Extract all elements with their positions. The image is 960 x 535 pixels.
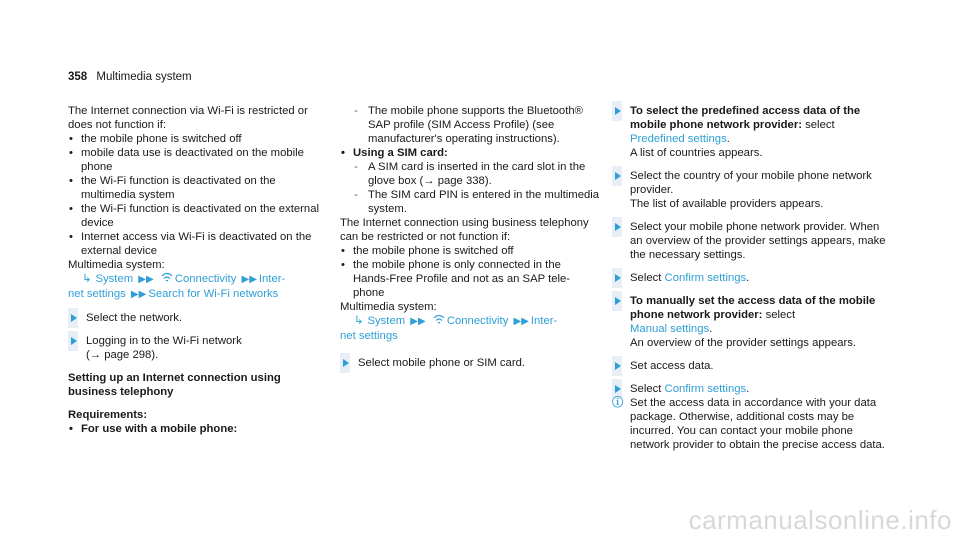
confirm-settings-link[interactable]: Confirm settings <box>664 383 747 395</box>
menu-path <box>340 314 602 343</box>
list-item: • the Wi‑Fi function is deactivated on the multimedia system <box>68 174 330 202</box>
path-search[interactable]: Search for Wi-Fi networks <box>148 288 279 300</box>
path-net-settings[interactable]: net settings <box>68 288 126 300</box>
list-item: • the mobile phone is switched off <box>340 244 602 258</box>
step <box>68 334 330 362</box>
section-title: Multimedia system <box>96 71 192 83</box>
list-item: • mobile data use is deactivated on the mobile phone <box>68 146 330 174</box>
step-text: Select mobile phone or SIM card. <box>358 357 526 369</box>
hook-arrow-icon: ↳ <box>82 273 92 285</box>
step-arrow-icon <box>612 101 622 121</box>
column-3 <box>612 104 887 452</box>
path-system[interactable]: System <box>95 273 134 285</box>
double-chevron-icon: ▶▶ <box>241 274 257 285</box>
wifi-icon <box>433 314 445 326</box>
path-connectivity[interactable]: Connectivity <box>446 315 509 327</box>
menu-path <box>68 272 330 302</box>
step-arrow-icon <box>612 217 622 237</box>
column-2 <box>340 104 602 370</box>
paragraph: The Internet connection using business telephony can be restricted or not function if: <box>340 217 589 243</box>
step: Set access data. <box>612 359 887 373</box>
step-arrow-icon <box>68 331 78 351</box>
multimedia-label: Multimedia system: <box>340 301 437 313</box>
list-item: • the mobile phone is switched off <box>68 132 330 146</box>
dash-item: - The SIM card PIN is entered in the multimedia system. <box>354 189 600 215</box>
path-inter[interactable]: Inter- <box>258 273 286 285</box>
predefined-settings-link[interactable]: Predefined settings <box>630 133 727 145</box>
list-item: • For use with a mobile phone: <box>68 422 330 436</box>
confirm-settings-link[interactable]: Confirm settings <box>664 272 747 284</box>
step-arrow-icon <box>612 166 622 186</box>
list-item: • Using a SIM card: <box>340 146 602 160</box>
double-chevron-icon: ▶▶ <box>513 316 529 327</box>
page-header <box>68 70 192 84</box>
intro-text: The Internet connection via Wi‑Fi is restricted or does not function if: <box>68 105 308 131</box>
info-icon: ⓘ <box>612 397 624 409</box>
manual-settings-link[interactable]: Manual settings <box>630 323 710 335</box>
path-inter[interactable]: Inter- <box>530 315 558 327</box>
page-ref[interactable]: (→ page 298). <box>86 349 159 361</box>
step-text: Logging in to the Wi‑Fi network <box>86 335 242 347</box>
double-chevron-icon: ▶▶ <box>138 274 154 285</box>
step: To manually set the access data of the mobile phone network provider: select Manual settings. An overview of the provider settings appears. <box>612 294 887 350</box>
dash-item: - The mobile phone supports the Bluetooth® SAP profile (SIM Access Profile) (see manufacturer's operating instructions). <box>354 105 583 145</box>
page-number: 358 <box>68 71 88 83</box>
dash-item: - A SIM card is inserted in the card slot in the glove box (→ page 338). <box>354 161 586 187</box>
step: Select the country of your mobile phone network provider. The list of available providers appears. <box>612 169 887 211</box>
wifi-icon <box>161 272 173 284</box>
step: To select the predefined access data of the mobile phone network provider: select Predefined settings. A list of countries appears. <box>612 104 887 160</box>
step-arrow-icon <box>340 353 350 373</box>
step <box>340 356 602 370</box>
list-item: • the mobile phone is only connected in the Hands‑Free Profile and not as an SAP tele- phone <box>340 258 602 300</box>
step-arrow-icon <box>612 268 622 288</box>
requirements-label: Requirements: <box>68 409 148 421</box>
step <box>68 311 330 325</box>
multimedia-label: Multimedia system: <box>68 259 165 271</box>
step: Select your mobile phone network provider. When an overview of the provider settings appears, make the necessary settings. <box>612 220 887 262</box>
step-arrow-icon <box>612 356 622 376</box>
path-connectivity[interactable]: Connectivity <box>174 273 237 285</box>
step: Select Confirm settings. <box>612 382 887 396</box>
info-note: ⓘ Set the access data in accordance with your data package. Otherwise, additional costs may be incurred. You can contact your mobile phone network provider to obtain the precise access data. <box>612 397 885 451</box>
path-net-settings[interactable]: net settings <box>340 330 398 342</box>
double-chevron-icon: ▶▶ <box>410 316 426 327</box>
double-chevron-icon: ▶▶ <box>130 289 147 300</box>
section-heading: Setting up an Internet connection using business telephony <box>68 372 281 398</box>
step: Select Confirm settings. <box>612 271 887 285</box>
hook-arrow-icon: ↳ <box>354 315 364 327</box>
path-system[interactable]: System <box>367 315 406 327</box>
step-arrow-icon <box>612 291 622 311</box>
column-1 <box>68 104 330 436</box>
watermark: carmanualsonline.info <box>688 505 952 535</box>
list-item: • Internet access via Wi‑Fi is deactivated on the external device <box>68 230 330 258</box>
step-arrow-icon <box>68 308 78 328</box>
step-text: Select the network. <box>86 312 183 324</box>
list-item: • the Wi‑Fi function is deactivated on the external device <box>68 202 330 230</box>
